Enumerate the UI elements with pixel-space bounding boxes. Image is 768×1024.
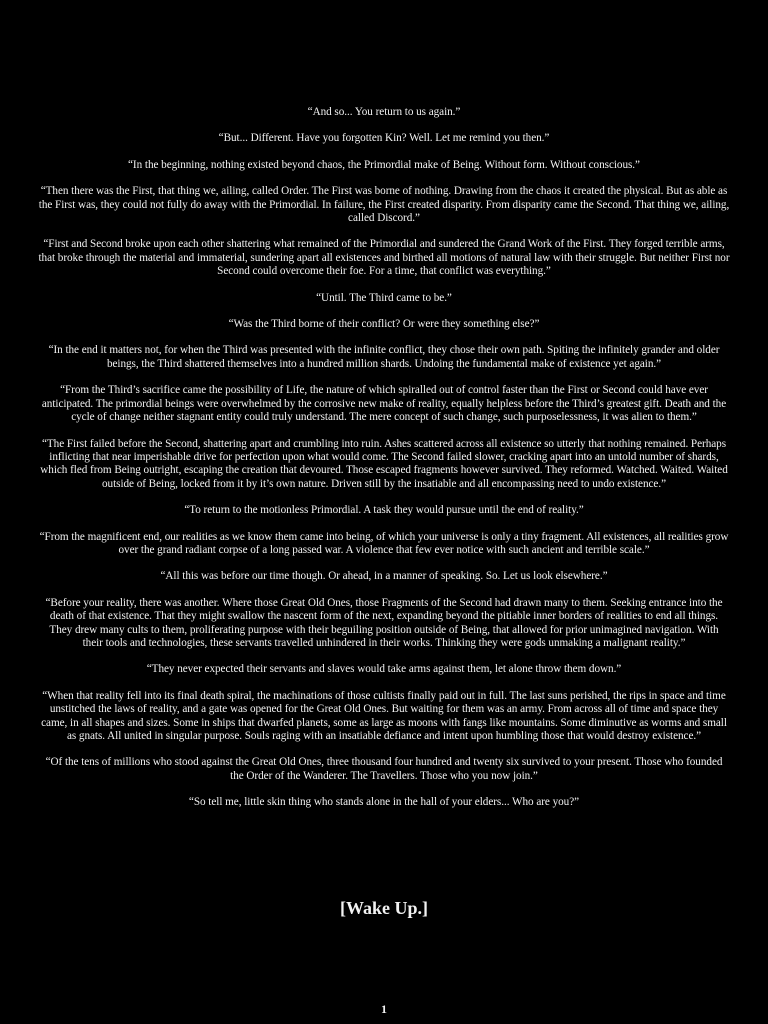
paragraph: “Of the tens of millions who stood against the Great Old Ones, three thousand four hundred and twenty six survived to your present. Those who founded the Order of the Wanderer. The Travellers. Those who you now join.” <box>45 756 723 782</box>
paragraph: “From the magnificent end, our realities as we know them came into being, of which your universe is only a tiny fragment. All existences, all realities grow over the grand radiant corpse of a long passed war. A violence that few ever notice with such ancient and terrible scale.” <box>39 530 729 556</box>
paragraph: “Then there was the First, that thing we, ailing, called Order. The First was borne of nothing. Drawing from the chaos it created the physical. But as able as the First was, they could not fully do away with the Primordial. In failure, the First created disparity. From disparity came the Second. That thing we, ailing, called Discord.” <box>38 185 730 225</box>
paragraph: “To return to the motionless Primordial. A task they would pursue until the end of reality.” <box>184 504 584 517</box>
paragraph: “The First failed before the Second, shattering apart and crumbling into ruin. Ashes scattered across all existence so utterly that nothing remained. Perhaps inflicting that near imperishable drive for perfection upon what would come. The Second failed slower, cracking apart into an untold number of shards, which fled from Being outright, escaping the creation that devoured. Those escaped fragments however survived. They reformed. Watched. Waited. Waited outside of Being, locked from it by it’s own nature. Driven still by the insatiable and all encompassing need to undo existence.” <box>40 437 728 490</box>
wake-up-heading: [Wake Up.] <box>339 898 428 918</box>
page-number: 1 <box>381 1002 387 1016</box>
paragraph: “From the Third’s sacrifice came the possibility of Life, the nature of which spiralled out of control faster than the First or Second could have ever anticipated. The primordial beings were overwhelmed by the corrosive new make of reality, equally helpless before the Third’s greatest gift. Death and the cycle of change neither stagnant entity could truly understand. The mere concept of such change, such purposelessness, it was alien to them.” <box>41 384 727 424</box>
paragraph: “They never expected their servants and slaves would take arms against them, let alone throw them down.” <box>146 663 622 676</box>
paragraph: “So tell me, little skin thing who stands alone in the hall of your elders... Who are you?” <box>188 796 580 809</box>
paragraph: “But... Different. Have you forgotten Kin? Well. Let me remind you then.” <box>218 132 550 145</box>
paragraph: “Before your reality, there was another. Where those Great Old Ones, those Fragments of the Second had drawn many to them. Seeking entrance into the death of that existence. That they might swallow the nascent form of the next, expanding beyond the pitiable inner borders of realities to end all things. They drew many cults to them, proliferating purpose with their beguiling position outside of Being, that allowed for prior unimagined navigation. With their tools and technologies, these servants travelled unhindered in their works. Thinking they were gods unmaking a malignant reality.” <box>45 596 723 649</box>
paragraph: “Until. The Third came to be.” <box>316 291 452 304</box>
paragraph: “In the beginning, nothing existed beyond chaos, the Primordial make of Being. Without form. Without conscious.” <box>128 158 640 171</box>
paragraph: “First and Second broke upon each other shattering what remained of the Primordial and sundered the Grand Work of the First. They forged terrible arms, that broke through the material and immaterial, sundering apart all existences and birthed all motions of natural law with their struggle. But neither First nor Second could overcome their foe. For a time, that conflict was everything.” <box>38 238 730 278</box>
paragraph: “Was the Third borne of their conflict? Or were they something else?” <box>228 318 540 331</box>
paragraph: “When that reality fell into its final death spiral, the machinations of those cultists finally paid out in full. The last suns perished, the rips in space and time unstitched the laws of reality, and a gate was opened for the Great Old Ones. But waiting for them was an army. From across all of time and space they came, in all shapes and sizes. Some in ships that dwarfed planets, some as large as moons with fangs like mountains. Some diminutive as worms and small as gnats. All united in singular purpose. Souls raging with an insatiable defiance and intent upon humbling those that would destroy existence.” <box>41 689 727 742</box>
paragraph: “All this was before our time though. Or ahead, in a manner of speaking. So. Let us look elsewhere.” <box>160 570 608 583</box>
paragraph: “And so... You return to us again.” <box>307 106 461 118</box>
narrative-text <box>38 106 730 823</box>
paragraph: “In the end it matters not, for when the Third was presented with the infinite conflict, they chose their own path. Spiting the infinitely grander and older beings, the Third shattered themselves into a hundred million shards. Undoing the fundamental make of existence yet again.” <box>48 344 720 370</box>
